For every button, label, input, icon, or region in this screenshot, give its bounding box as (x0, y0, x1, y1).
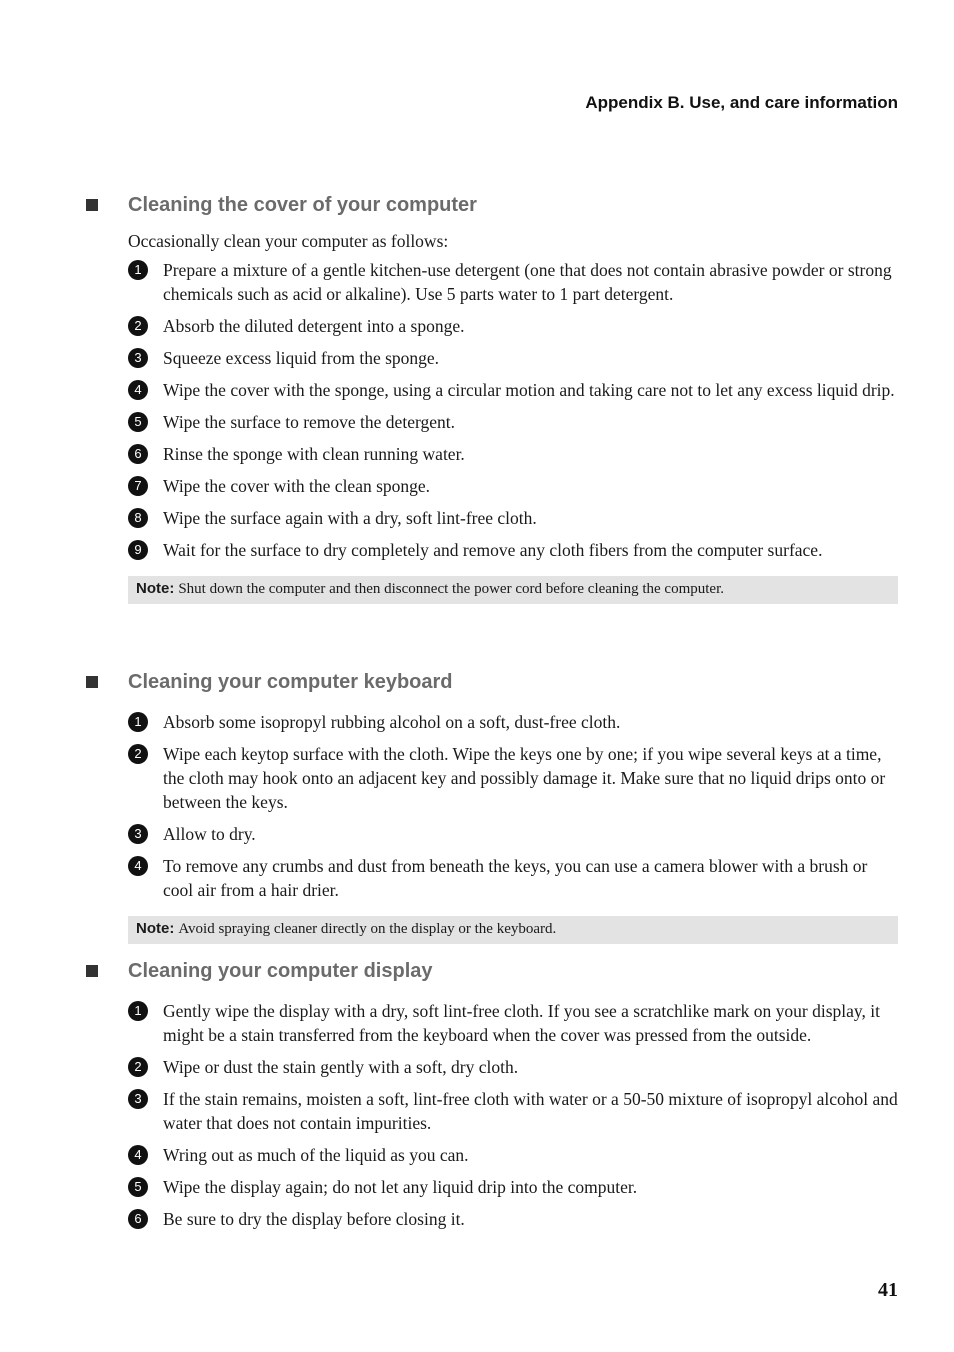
square-bullet-icon (86, 965, 98, 977)
step-number-icon: 2 (128, 744, 148, 764)
step-number-icon: 2 (128, 1057, 148, 1077)
section-heading (86, 670, 898, 694)
section-intro: Occasionally clean your computer as follows: (128, 231, 449, 251)
step-list (128, 258, 898, 562)
step-text: Be sure to dry the display before closing it. (163, 1209, 465, 1229)
step-number-icon: 6 (128, 444, 148, 464)
step-text: Rinse the sponge with clean running water. (163, 444, 465, 464)
step-text: Wipe the surface again with a dry, soft lint-free cloth. (163, 508, 537, 528)
step-text: Wipe each keytop surface with the cloth. Wipe the keys one by one; if you wipe several keys at a time, the cloth may hook onto an adjacent key and possibly damage it. Make sure that no liquid drips onto or between the keys. (163, 744, 886, 812)
step-list (128, 999, 898, 1231)
square-bullet-icon (86, 199, 98, 211)
step-text: Wipe the cover with the sponge, using a circular motion and taking care not to let any excess liquid drip. (163, 380, 895, 400)
list-item (128, 506, 898, 530)
note-text: Shut down the computer and then disconnect the power cord before cleaning the computer. (178, 581, 724, 597)
list-item (128, 442, 898, 466)
note-label: Note: (136, 580, 175, 597)
step-text: To remove any crumbs and dust from beneath the keys, you can use a camera blower with a brush or cool air from a hair drier. (163, 856, 868, 900)
list-item (128, 742, 898, 814)
step-number-icon: 8 (128, 508, 148, 528)
page-number: 41 (878, 1279, 898, 1301)
list-item (128, 710, 898, 734)
list-item (128, 1055, 898, 1079)
step-number-icon: 3 (128, 1089, 148, 1109)
list-item (128, 854, 898, 902)
list-item (128, 1175, 898, 1199)
list-item (128, 1087, 898, 1135)
step-text: Absorb the diluted detergent into a sponge. (163, 316, 465, 336)
step-text: Absorb some isopropyl rubbing alcohol on a soft, dust-free cloth. (163, 712, 621, 732)
step-number-icon: 2 (128, 316, 148, 336)
list-item (128, 1143, 898, 1167)
step-text: Wring out as much of the liquid as you can. (163, 1145, 469, 1165)
list-item (128, 314, 898, 338)
list-item (128, 346, 898, 370)
note-box (128, 576, 898, 604)
section-title: Cleaning your computer display (128, 959, 433, 982)
list-item (128, 822, 898, 846)
list-item (128, 1207, 898, 1231)
list-item (128, 538, 898, 562)
square-bullet-icon (86, 676, 98, 688)
step-list (128, 710, 898, 902)
step-text: Wipe the cover with the clean sponge. (163, 476, 431, 496)
list-item (128, 410, 898, 434)
step-text: Wipe or dust the stain gently with a soft, dry cloth. (163, 1057, 519, 1077)
note-box (128, 916, 898, 944)
note-label: Note: (136, 920, 175, 937)
step-number-icon: 1 (128, 1001, 148, 1021)
step-number-icon: 7 (128, 476, 148, 496)
step-text: Wipe the display again; do not let any liquid drip into the computer. (163, 1177, 638, 1197)
step-number-icon: 3 (128, 824, 148, 844)
step-number-icon: 4 (128, 1145, 148, 1165)
section-title: Cleaning your computer keyboard (128, 670, 453, 693)
step-number-icon: 1 (128, 712, 148, 732)
section-cleaning-keyboard (86, 670, 898, 944)
section-cleaning-cover (86, 193, 898, 604)
section-title: Cleaning the cover of your computer (128, 193, 477, 216)
list-item (128, 258, 898, 306)
step-text: Squeeze excess liquid from the sponge. (163, 348, 440, 368)
step-text: Wipe the surface to remove the detergent. (163, 412, 455, 432)
section-cleaning-display (86, 959, 898, 1239)
step-text: Wait for the surface to dry completely and remove any cloth fibers from the computer surface. (163, 540, 823, 560)
step-number-icon: 5 (128, 412, 148, 432)
step-number-icon: 1 (128, 260, 148, 280)
step-text: Gently wipe the display with a dry, soft lint-free cloth. If you see a scratchlike mark on your display, it might be a stain transferred from the keyboard when the cover was pressed from the outside. (163, 1001, 880, 1045)
list-item (128, 474, 898, 498)
step-number-icon: 4 (128, 380, 148, 400)
step-text: Allow to dry. (163, 824, 256, 844)
step-number-icon: 6 (128, 1209, 148, 1229)
step-number-icon: 4 (128, 856, 148, 876)
running-header: Appendix B. Use, and care information (585, 93, 898, 112)
list-item (128, 999, 898, 1047)
section-heading (86, 193, 898, 217)
step-text: Prepare a mixture of a gentle kitchen-use detergent (one that does not contain abrasive powder or strong chemicals such as acid or alkaline). Use 5 parts water to 1 part detergent. (163, 260, 892, 304)
note-text: Avoid spraying cleaner directly on the display or the keyboard. (178, 921, 557, 937)
step-number-icon: 5 (128, 1177, 148, 1197)
step-text: If the stain remains, moisten a soft, lint-free cloth with water or a 50-50 mixture of isopropyl alcohol and water that does not contain impurities. (163, 1089, 898, 1133)
step-number-icon: 3 (128, 348, 148, 368)
list-item (128, 378, 898, 402)
step-number-icon: 9 (128, 540, 148, 560)
section-heading (86, 959, 898, 983)
